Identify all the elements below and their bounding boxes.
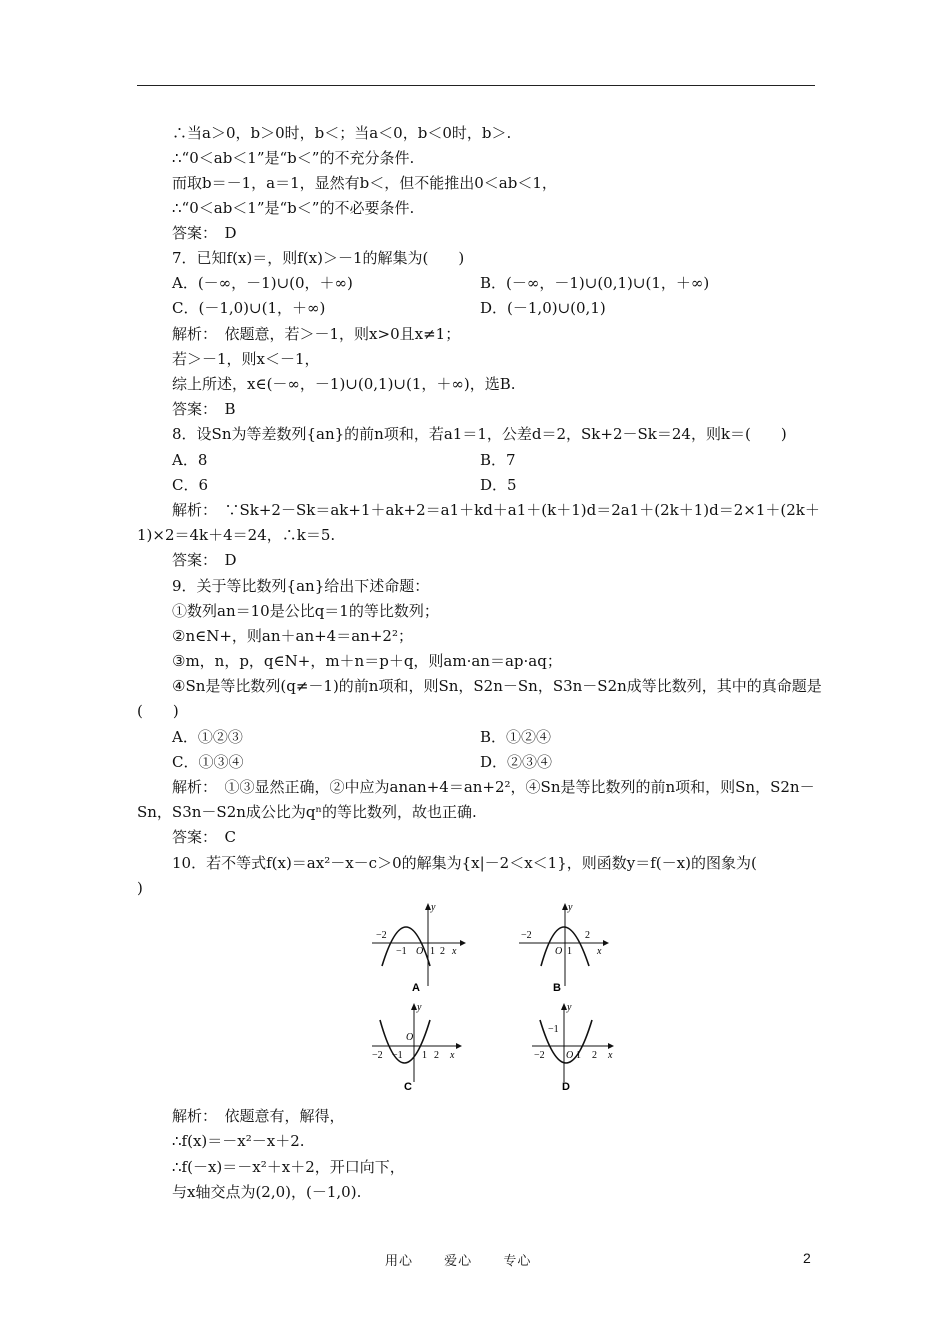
x-axis-label: x xyxy=(608,1050,613,1061)
tick-label: 2 xyxy=(592,1050,597,1061)
option-a: A．(－∞，－1)∪(0，＋∞) xyxy=(172,274,353,292)
text-line: ) xyxy=(137,879,143,897)
graph-label: A xyxy=(412,982,420,993)
graph-label: B xyxy=(553,982,561,993)
option-d: D．5 xyxy=(480,476,517,494)
origin-label: O xyxy=(406,1032,414,1043)
page-number: 2 xyxy=(803,1250,811,1266)
x-axis-label: x xyxy=(597,946,602,957)
header-rule xyxy=(137,85,815,86)
text-line: 综上所述，x∈(－∞，－1)∪(0,1)∪(1，＋∞)，选B. xyxy=(172,375,516,393)
option-b: B．(－∞，－1)∪(0,1)∪(1，＋∞) xyxy=(480,274,710,292)
option-a: A．8 xyxy=(172,451,208,469)
text-line: ∴f(－x)＝－x²＋x＋2，开口向下， xyxy=(172,1158,405,1176)
option-b: B．①②④ xyxy=(480,728,552,746)
analysis-line: 解析： ∵Sk+2－Sk＝ak+1＋ak+2＝a1＋kd＋a1＋(k＋1)d＝2a1＋(2k＋1)d＝2×1＋(2k＋ xyxy=(172,501,820,519)
tick-label: 2 xyxy=(585,930,590,941)
answer-line: 答案： B xyxy=(172,400,236,418)
option-d: D．②③④ xyxy=(480,753,553,771)
origin-label: O xyxy=(416,946,424,957)
proposition-3: ③m，n，p，q∈N+，m＋n＝p＋q，则am·an＝ap·aq； xyxy=(172,652,562,670)
proposition-1: ①数列an＝10是公比q＝1的等比数列； xyxy=(172,602,439,620)
graph-a xyxy=(368,898,468,993)
graph-label: C xyxy=(404,1081,412,1092)
proposition-2: ②n∈N+，则an＋an+4＝an+2²； xyxy=(172,627,413,645)
text-line: Sn，S3n－S2n成公比为qⁿ的等比数列，故也正确. xyxy=(137,803,477,821)
text-line: ∴f(x)＝－x²－x＋2. xyxy=(172,1132,305,1150)
tick-label: −1 xyxy=(396,946,407,957)
graph-c xyxy=(368,1000,468,1092)
tick-label: 1 xyxy=(422,1050,427,1061)
answer-line: 答案： D xyxy=(172,224,237,242)
question-7: 7．已知f(x)＝，则f(x)＞－1的解集为( ) xyxy=(172,249,465,267)
tick-label: 1 xyxy=(567,946,572,957)
tick-label: 2 xyxy=(440,946,445,957)
footer-text: 爱心 xyxy=(444,1254,473,1269)
origin-label: O xyxy=(555,946,563,957)
footer-text: 用心 xyxy=(385,1254,414,1269)
text-line: 1)×2＝4k＋4＝24，∴k＝5. xyxy=(137,526,336,544)
option-c: C．6 xyxy=(172,476,209,494)
page-footer xyxy=(385,1250,557,1269)
text-line: 与x轴交点为(2,0)，(－1,0). xyxy=(172,1183,362,1201)
text-line: 而取b＝－1，a＝1，显然有b＜，但不能推出0＜ab＜1， xyxy=(172,174,557,192)
origin-label: O xyxy=(566,1050,574,1061)
text-line: ∴当a＞0，b＞0时，b＜；当a＜0，b＜0时，b＞. xyxy=(172,124,512,142)
tick-label: −2 xyxy=(534,1050,545,1061)
tick-label: −1 xyxy=(392,1050,403,1061)
text-line: ∴“0＜ab＜1”是“b＜”的不充分条件. xyxy=(172,149,415,167)
tick-label: −1 xyxy=(548,1024,559,1035)
option-d: D．(－1,0)∪(0,1) xyxy=(480,299,606,317)
tick-label: 1 xyxy=(576,1050,581,1061)
graph-label: D xyxy=(562,1081,570,1092)
tick-label: 2 xyxy=(434,1050,439,1061)
graph-b xyxy=(515,898,615,993)
question-10: 10．若不等式f(x)＝ax²－x－c＞0的解集为{x|－2＜x＜1}，则函数y＝f(－x)的图象为( xyxy=(172,854,757,872)
y-axis-label: y xyxy=(568,902,573,913)
tick-label: −2 xyxy=(521,930,532,941)
analysis-line: 解析： ①③显然正确，②中应为anan+4＝an+2²，④Sn是等比数列的前n项和，则Sn，S2n－ xyxy=(172,778,815,796)
proposition-4: ④Sn是等比数列(q≠－1)的前n项和，则Sn，S2n－Sn，S3n－S2n成等比数列，其中的真命题是 xyxy=(172,677,822,695)
question-9: 9．关于等比数列{an}给出下述命题： xyxy=(172,577,430,595)
tick-label: 1 xyxy=(430,946,435,957)
x-axis-label: x xyxy=(450,1050,455,1061)
answer-line: 答案： C xyxy=(172,828,236,846)
tick-label: −2 xyxy=(372,1050,383,1061)
analysis-line: 解析： 依题意，若＞－1，则x>0且x≠1； xyxy=(172,325,461,343)
x-axis-label: x xyxy=(452,946,457,957)
answer-line: 答案： D xyxy=(172,551,237,569)
y-axis-label: y xyxy=(431,902,436,913)
text-line: ∴“0＜ab＜1”是“b＜”的不必要条件. xyxy=(172,199,415,217)
text-line: ( ) xyxy=(137,702,179,720)
text-line: 若＞－1，则x＜－1， xyxy=(172,350,320,368)
footer-text: 专心 xyxy=(503,1254,532,1269)
question-8: 8．设Sn为等差数列{an}的前n项和，若a1＝1，公差d＝2，Sk+2－Sk＝24，则k＝( ) xyxy=(172,425,787,443)
analysis-line: 解析： 依题意有，解得， xyxy=(172,1107,345,1125)
y-axis-label: y xyxy=(567,1002,572,1013)
option-a: A．①②③ xyxy=(172,728,243,746)
option-c: C．①③④ xyxy=(172,753,244,771)
option-c: C．(－1,0)∪(1，＋∞) xyxy=(172,299,326,317)
tick-label: −2 xyxy=(376,930,387,941)
graph-d xyxy=(528,1000,628,1092)
y-axis-label: y xyxy=(417,1002,422,1013)
option-b: B．7 xyxy=(480,451,516,469)
